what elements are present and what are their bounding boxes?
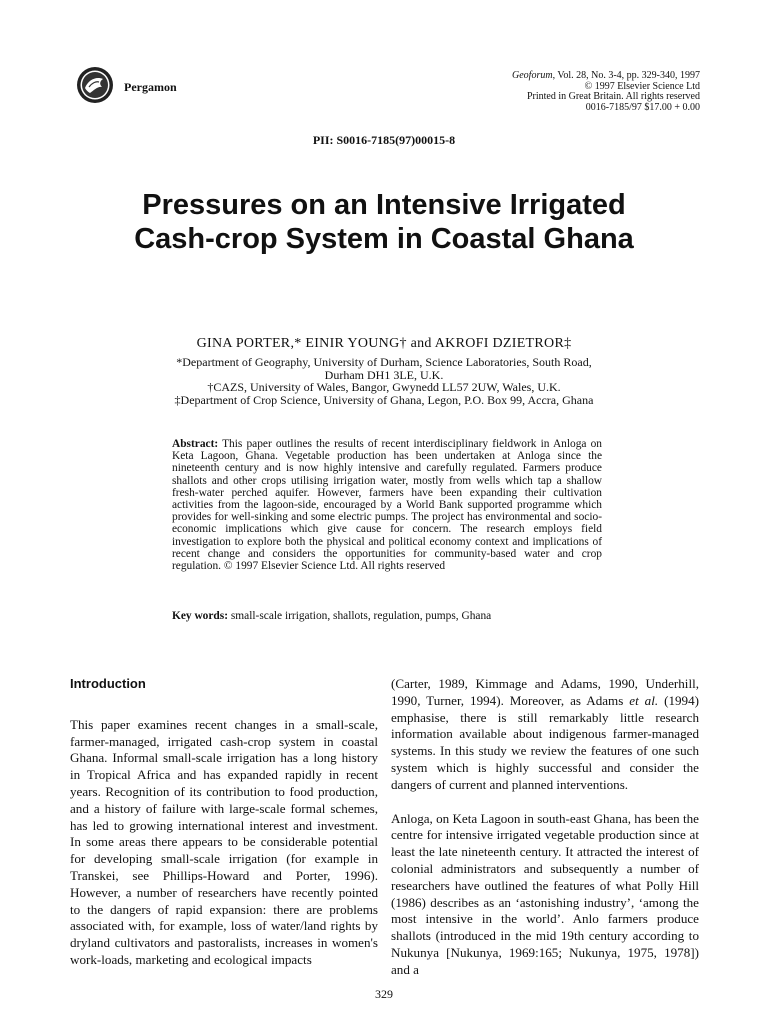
- affiliations: [170, 356, 598, 406]
- rights-line: Printed in Great Britain. All rights reserved: [526, 91, 700, 102]
- pii-identifier: PII: S0016-7185(97)00015-8: [312, 133, 456, 147]
- paragraph: Anloga, on Keta Lagoon in south-east Ghana, has been the centre for intensive irrigated vegetable production since at least the late nineteenth century. It attracted the interest of colonial administrators and subsequently a number of researchers have outlined the features of what Polly Hill (1986) describes as an ‘astonishing industry’, ‘among the most intensive in the world’. Anlo farmers produce shallots (introduced in the mid 19th century according to Nukunya [Nukunya, 1969:165; Nukunya, 1975, 1978]) and a: [391, 810, 699, 977]
- paper-title: [0, 188, 768, 256]
- abstract-text: This paper outlines the results of recent interdisciplinary fieldwork in Anloga on Keta Lagoon, Ghana. Vegetable production has been undertaken at Anloga since the nineteenth century and is now highly intensive and carefully regulated. Farmers produce shallots and other crops utilising irrigation water, mostly from wells which tap a shallow fresh-water perched aquifer. However, farmers have been expanding their cultivation activities from the lagoon-side, encouraged by a World Bank supported programme which provides for well-sinking and some electric pumps. The project has environmental and socio-economic implications which give cause for concern. The research employs field investigation to explore both the physical and political economy context and implications of recent change and considers the opportunities for community-based water and crop regulation. © 1997 Elsevier Science Ltd. All rights reserved: [172, 438, 602, 573]
- title-line-2: Cash-crop System in Coastal Ghana: [134, 223, 634, 255]
- left-column: [70, 676, 378, 986]
- right-column: [391, 676, 699, 996]
- keywords: [172, 610, 602, 622]
- issn-price-line: 0016-7185/97 $17.00 + 0.00: [585, 101, 700, 113]
- abstract: [172, 438, 602, 572]
- section-heading: Introduction: [70, 676, 146, 691]
- affiliation-durham: *Department of Geography, University of Durham, Science Laboratories, South Road, Durham DH1 3LE, U.K.: [176, 355, 592, 382]
- paragraph: This paper examines recent changes in a small-scale, farmer-managed, irrigated cash-crop system in coastal Ghana. Informal small-scale irrigation has a long history in Tropical Africa and has expanded rapidly in recent years. Recognition of its contribution to food production, and a history of failure with large-scale formal schemes, has led to growing international interest and investment. In some areas there appears to be considerable potential for developing small-scale irrigation (for example in Transkei, see Phillips-Howard and Porter, 1996). However, a number of researchers have recently pointed to the dangers of rapid expansion: there are problems associated with, for example, loss of water/land rights by dryland cultivators and pastoralists, increases in women's work-loads, marketing and ecological impacts: [70, 716, 378, 967]
- abstract-label: Abstract:: [172, 438, 219, 450]
- author-list: GINA PORTER,* EINIR YOUNG† and AKROFI DZIETROR‡: [196, 336, 572, 351]
- copyright-line: © 1997 Elsevier Science Ltd: [584, 80, 700, 92]
- journal-info: [440, 71, 700, 113]
- keywords-text: small-scale irrigation, shallots, regulation, pumps, Ghana: [230, 610, 492, 622]
- paragraph: (Carter, 1989, Kimmage and Adams, 1990, Underhill, 1990, Turner, 1994). Moreover, as Adams et al. (1994) emphasise, there is still remarkably little research information available about indigenous farmer-managed systems. In this study we review the features of one such system which is highly successful and consider the dangers of current and planned interventions.: [391, 676, 699, 792]
- journal-citation: Geoforum, Vol. 28, No. 3-4, pp. 329-340, 1997: [512, 70, 700, 81]
- page-number: 329: [375, 987, 393, 1001]
- publisher-name: Pergamon: [124, 80, 177, 94]
- affiliation-cazs: †CAZS, University of Wales, Bangor, Gwynedd LL57 2UW, Wales, U.K.: [207, 380, 561, 394]
- keywords-label: Key words:: [172, 610, 228, 622]
- affiliation-ghana: ‡Department of Crop Science, University of Ghana, Legon, P.O. Box 99, Accra, Ghana: [174, 392, 594, 407]
- pergamon-logo: [76, 66, 114, 104]
- title-line-1: Pressures on an Intensive Irrigated: [142, 189, 626, 221]
